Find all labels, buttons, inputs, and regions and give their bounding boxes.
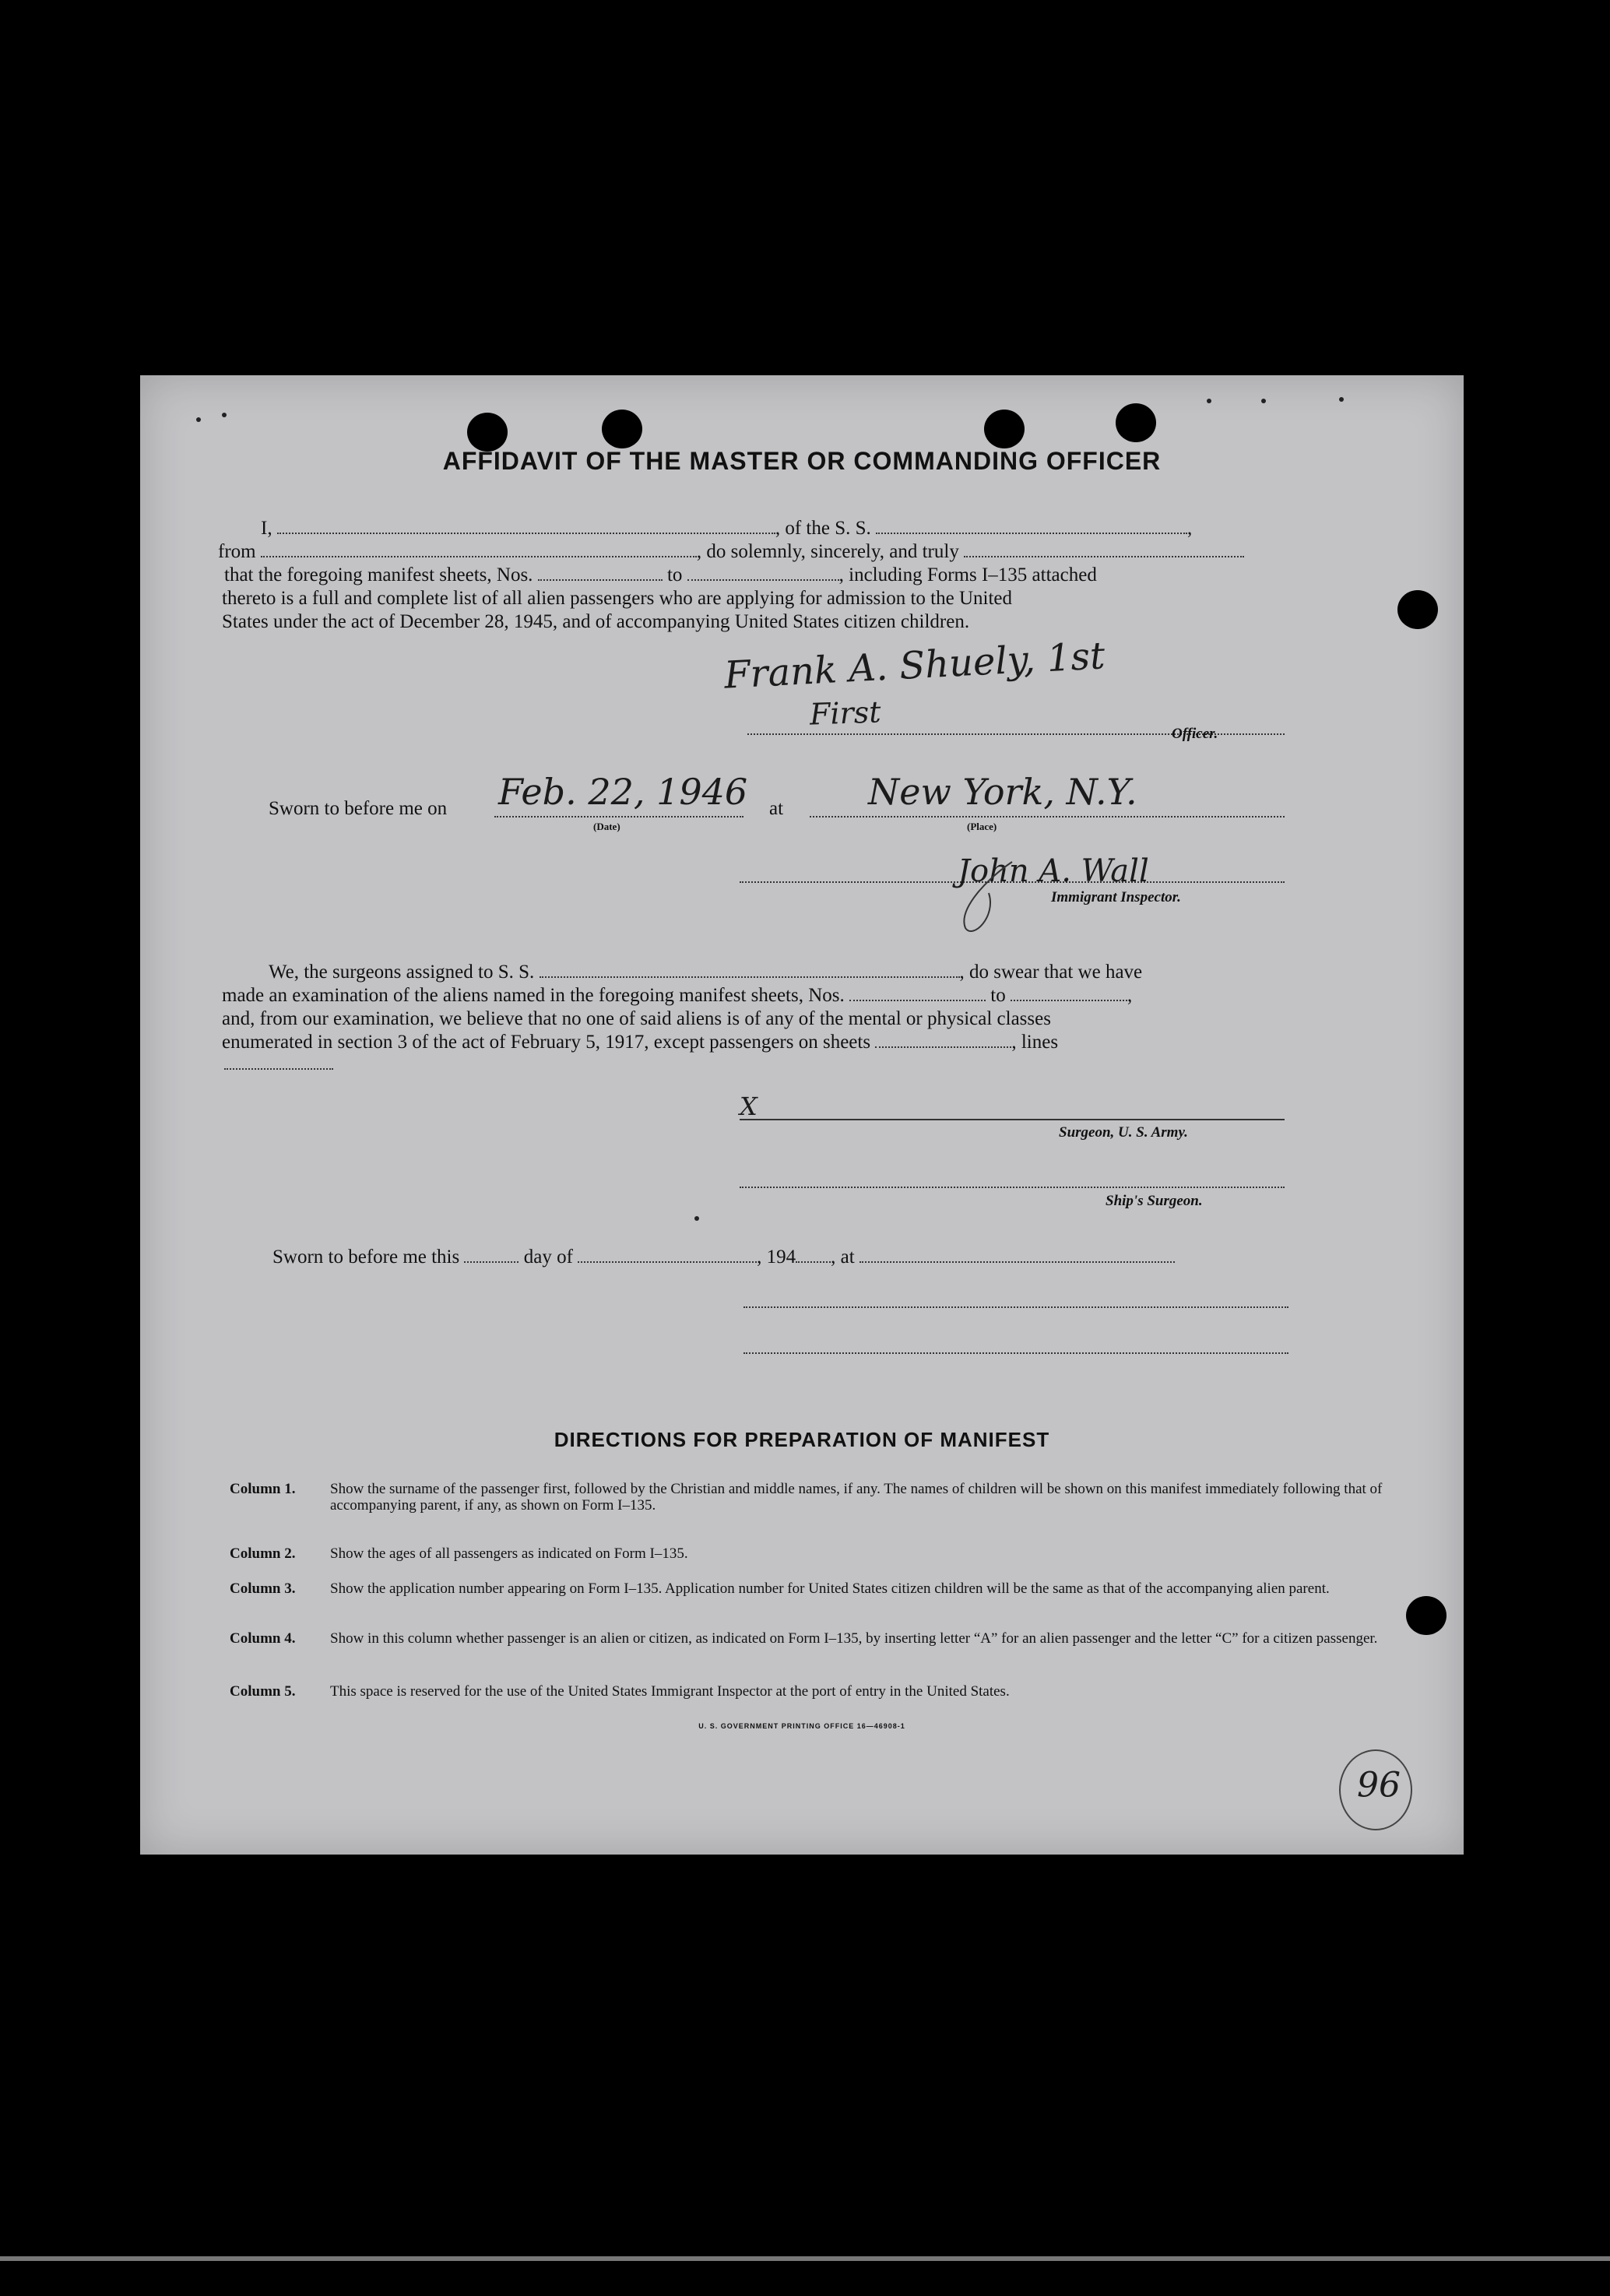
column-4-text: Show in this column whether passenger is an alien or citizen, as indicated on Form I–135, by inserting letter “A” for an alien passenger and the letter “C” for a citizen passenger. [330,1630,1378,1647]
army-surgeon-caption: Surgeon, U. S. Army. [1059,1124,1188,1141]
affidavit-line-3: that the foregoing manifest sheets, Nos. to , including Forms I–135 attached [224,564,1097,585]
column-4-label: Column 4. [230,1630,296,1647]
surgeons-sworn-line: Sworn to before me this day of , 194 , at [272,1246,1175,1269]
sworn-place-line [810,816,1285,817]
sworn-place-field[interactable] [859,1246,1175,1263]
sworn-date-label: Sworn to before me on [269,798,448,819]
margin-note: 96 [1357,1763,1401,1802]
surgeons-sheets-to-field[interactable] [1011,984,1127,1001]
master-name-field[interactable] [277,517,775,534]
surgeons-inspector-line-1[interactable] [743,1306,1288,1308]
army-surgeon-mark: X [740,1092,758,1121]
surgeons-line-2: made an examination of the aliens named in the foregoing manifest sheets, Nos. to , [222,985,1133,1006]
punch-hole [1397,590,1438,629]
punch-hole [1406,1596,1447,1635]
sworn-day-field[interactable] [464,1246,519,1263]
surgeons-ship-field[interactable] [540,961,960,978]
speck [1261,399,1266,403]
speck [1207,399,1211,403]
departure-port-field[interactable] [261,540,697,557]
column-2-label: Column 2. [230,1545,296,1562]
sworn-date-value[interactable]: Feb. 22, 1946 [498,771,748,813]
directions-title: DIRECTIONS FOR PREPARATION OF MANIFEST [554,1428,1050,1451]
surgeons-inspector-line-2[interactable] [743,1352,1288,1354]
affidavit-line-1: I, , of the S. S. , [261,518,1193,539]
except-lines-field[interactable] [224,1068,333,1070]
ship-surgeon-caption: Ship's Surgeon. [1106,1193,1203,1209]
surgeons-sheets-from-field[interactable] [849,984,986,1001]
army-surgeon-line[interactable] [740,1119,1285,1120]
ship-surgeon-line[interactable] [740,1187,1285,1188]
sworn-date-line [494,816,743,817]
sworn-at-label: at [769,798,784,819]
inspector-signature: John A. Wall [958,853,1149,889]
column-3-label: Column 3. [230,1580,296,1597]
line-2-tail-field[interactable] [964,540,1244,557]
sheets-to-field[interactable] [687,564,839,581]
column-1-label: Column 1. [230,1481,296,1497]
ship-name-field[interactable] [876,517,1187,534]
surgeons-line-4: enumerated in section 3 of the act of February 5, 1917, except passengers on sheets , lines [222,1032,1059,1053]
sworn-year-field[interactable] [796,1246,831,1263]
column-5-text: This space is reserved for the use of the United States Immigrant Inspector at the port of entry in the United States. [330,1683,1010,1700]
officer-signature: Frank A. Shuely, 1st [722,634,1106,698]
inspector-caption: Immigrant Inspector. [1051,889,1181,905]
affidavit-line-5: States under the act of December 28, 1945, and of accompanying United States citizen children. [222,611,970,632]
sworn-month-field[interactable] [578,1246,757,1263]
affidavit-form-page [140,375,1464,1855]
affidavit-line-2: from , do solemnly, sincerely, and truly [218,540,1244,564]
column-1-text: Show the surname of the passenger first, followed by the Christian and middle names, if any. The names of children will be shown on this manifest immediately following that of accompanying parent, if any, as shown on Form I–135. [330,1481,1383,1514]
affidavit-title: AFFIDAVIT OF THE MASTER OR COMMANDING OFFICER [442,447,1162,475]
speck [694,1216,699,1221]
speck [196,417,201,422]
sworn-place-value[interactable]: New York, N.Y. [868,771,1137,813]
column-2-text: Show the ages of all passengers as indicated on Form I–135. [330,1545,688,1562]
officer-rank-handwritten: First [809,694,882,732]
column-3-text: Show the application number appearing on Form I–135. Application number for United States citizen children will be the same as that of the accompanying alien parent. [330,1580,1330,1597]
punch-hole [984,410,1025,448]
date-caption: (Date) [593,821,620,832]
punch-hole [1116,403,1156,442]
surgeons-line-1: We, the surgeons assigned to S. S. , do swear that we have [269,962,1143,983]
column-5-label: Column 5. [230,1683,296,1700]
surgeons-line-3: and, from our examination, we believe that no one of said aliens is of any of the mental or physical classes [222,1008,1051,1029]
except-sheets-field[interactable] [875,1031,1011,1048]
printing-office-imprint: U. S. GOVERNMENT PRINTING OFFICE 16—46908-1 [698,1722,905,1730]
punch-hole [602,410,642,448]
speck [222,413,227,417]
inspector-flourish [942,854,1035,940]
sheets-from-field[interactable] [538,564,663,581]
film-edge [0,2256,1610,2261]
affidavit-line-4: thereto is a full and complete list of all alien passengers who are applying for admission to the United [222,588,1013,609]
speck [1339,397,1344,402]
officer-caption: Officer. [1172,726,1218,742]
place-caption: (Place) [967,821,997,832]
punch-hole [467,413,508,452]
